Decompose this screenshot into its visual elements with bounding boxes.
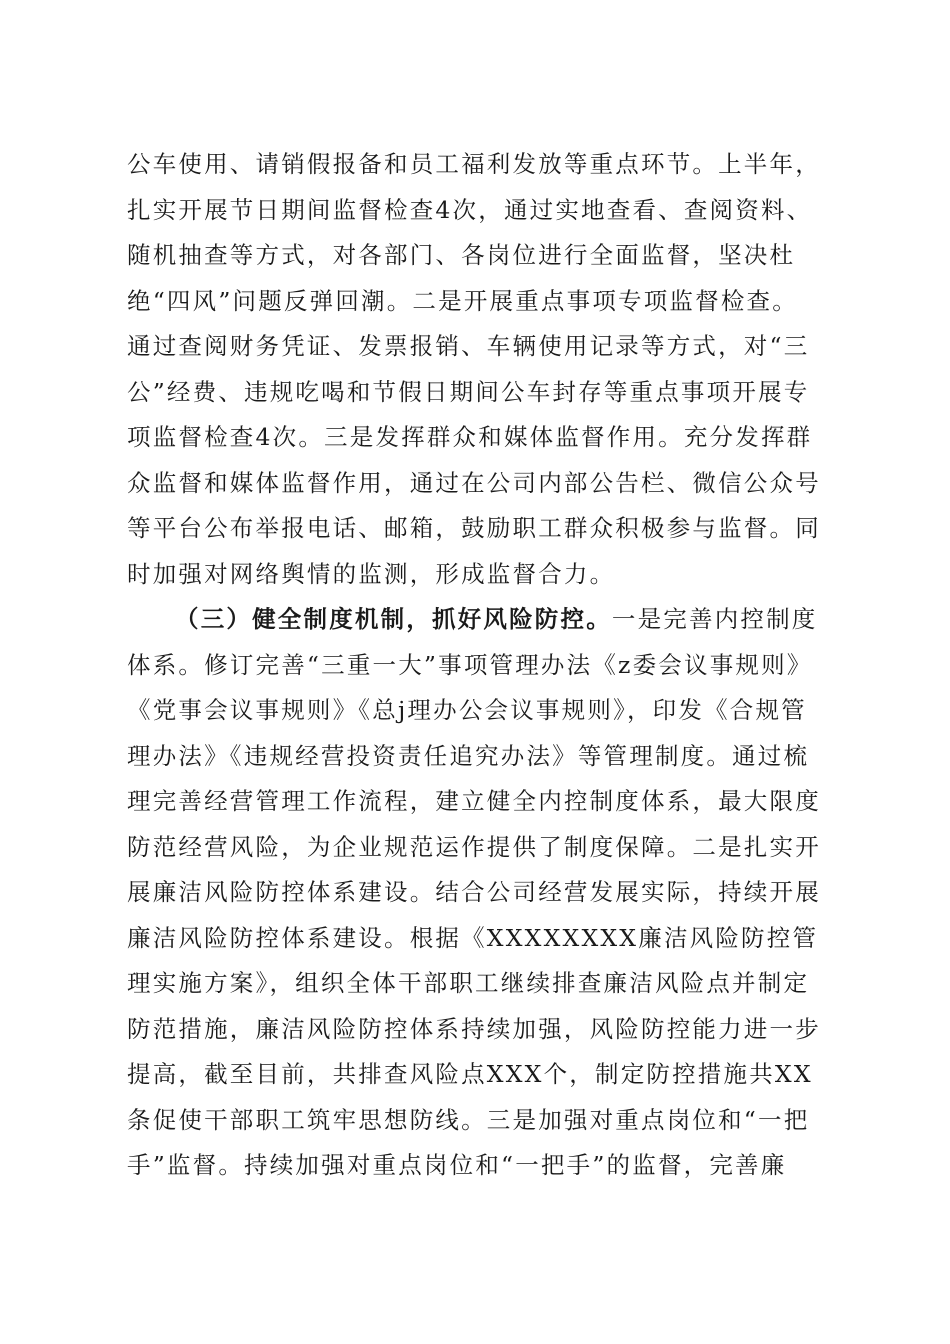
text-line: 等平台公布举报电话、邮箱，鼓励职工群众积极参与监督。同 [127, 514, 821, 542]
text-line: 提高，截至目前，共排查风险点XXX个，制定防控措施共XX [127, 1060, 813, 1088]
text-line: 公”经费、违规吃喝和节假日期间公车封存等重点事项开展专 [127, 377, 810, 406]
document-body [127, 142, 827, 1189]
text-line: 项监督检查4次。三是发挥群众和媒体监督作用。充分发挥群 [127, 423, 813, 451]
section-3-heading: （三）健全制度机制，抓好风险防控。 [175, 605, 612, 633]
section-3-first-line-text: 一是完善内控制度 [611, 605, 818, 633]
text-line: 理完善经营管理工作流程，建立健全内控制度体系，最大限度 [127, 787, 821, 815]
text-line: 通过查阅财务凭证、发票报销、车辆使用记录等方式，对“三 [127, 332, 810, 360]
text-line: 众监督和媒体监督作用，通过在公司内部公告栏、微信公众号 [127, 468, 821, 497]
text-line: 体系。修订完善“三重一大”事项管理办法《z委会议事规则》 [127, 650, 813, 679]
text-line: 防范经营风险，为企业规范运作提供了制度保障。二是扎实开 [127, 832, 821, 861]
text-line: 手”监督。持续加强对重点岗位和“一把手”的监督，完善廉 [127, 1151, 787, 1179]
text-line: 条促使干部职工筑牢思想防线。三是加强对重点岗位和“一把 [127, 1105, 810, 1134]
text-line: 廉洁风险防控体系建设。根据《XXXXXXXX廉洁风险防控管 [127, 923, 819, 952]
text-line: 随机抽查等方式，对各部门、各岗位进行全面监督，坚决杜 [127, 241, 796, 269]
text-line: 展廉洁风险防控体系建设。结合公司经营发展实际，持续开展 [127, 878, 821, 906]
text-line: 防范措施，廉洁风险防控体系持续加强，风险防控能力进一步 [127, 1014, 821, 1043]
text-line: 理实施方案》，组织全体干部职工继续排查廉洁风险点并制定 [127, 969, 810, 997]
text-line: 理办法》《违规经营投资责任追究办法》等管理制度。通过梳 [127, 741, 810, 770]
text-line: 绝“四风”问题反弹回潮。二是开展重点事项专项监督检查。 [127, 286, 798, 315]
text-line: 时加强对网络舆情的监测，形成监督合力。 [127, 559, 616, 588]
text-line: 扎实开展节日期间监督检查4次，通过实地查看、查阅资料、 [127, 195, 813, 224]
text-line: 《党事会议事规则》《总j理办公会议事规则》，印发《合规管 [127, 696, 807, 724]
text-line: 公车使用、请销假报备和员工福利发放等重点环节。上半年， [127, 150, 821, 178]
section-3-first-line [127, 597, 827, 643]
